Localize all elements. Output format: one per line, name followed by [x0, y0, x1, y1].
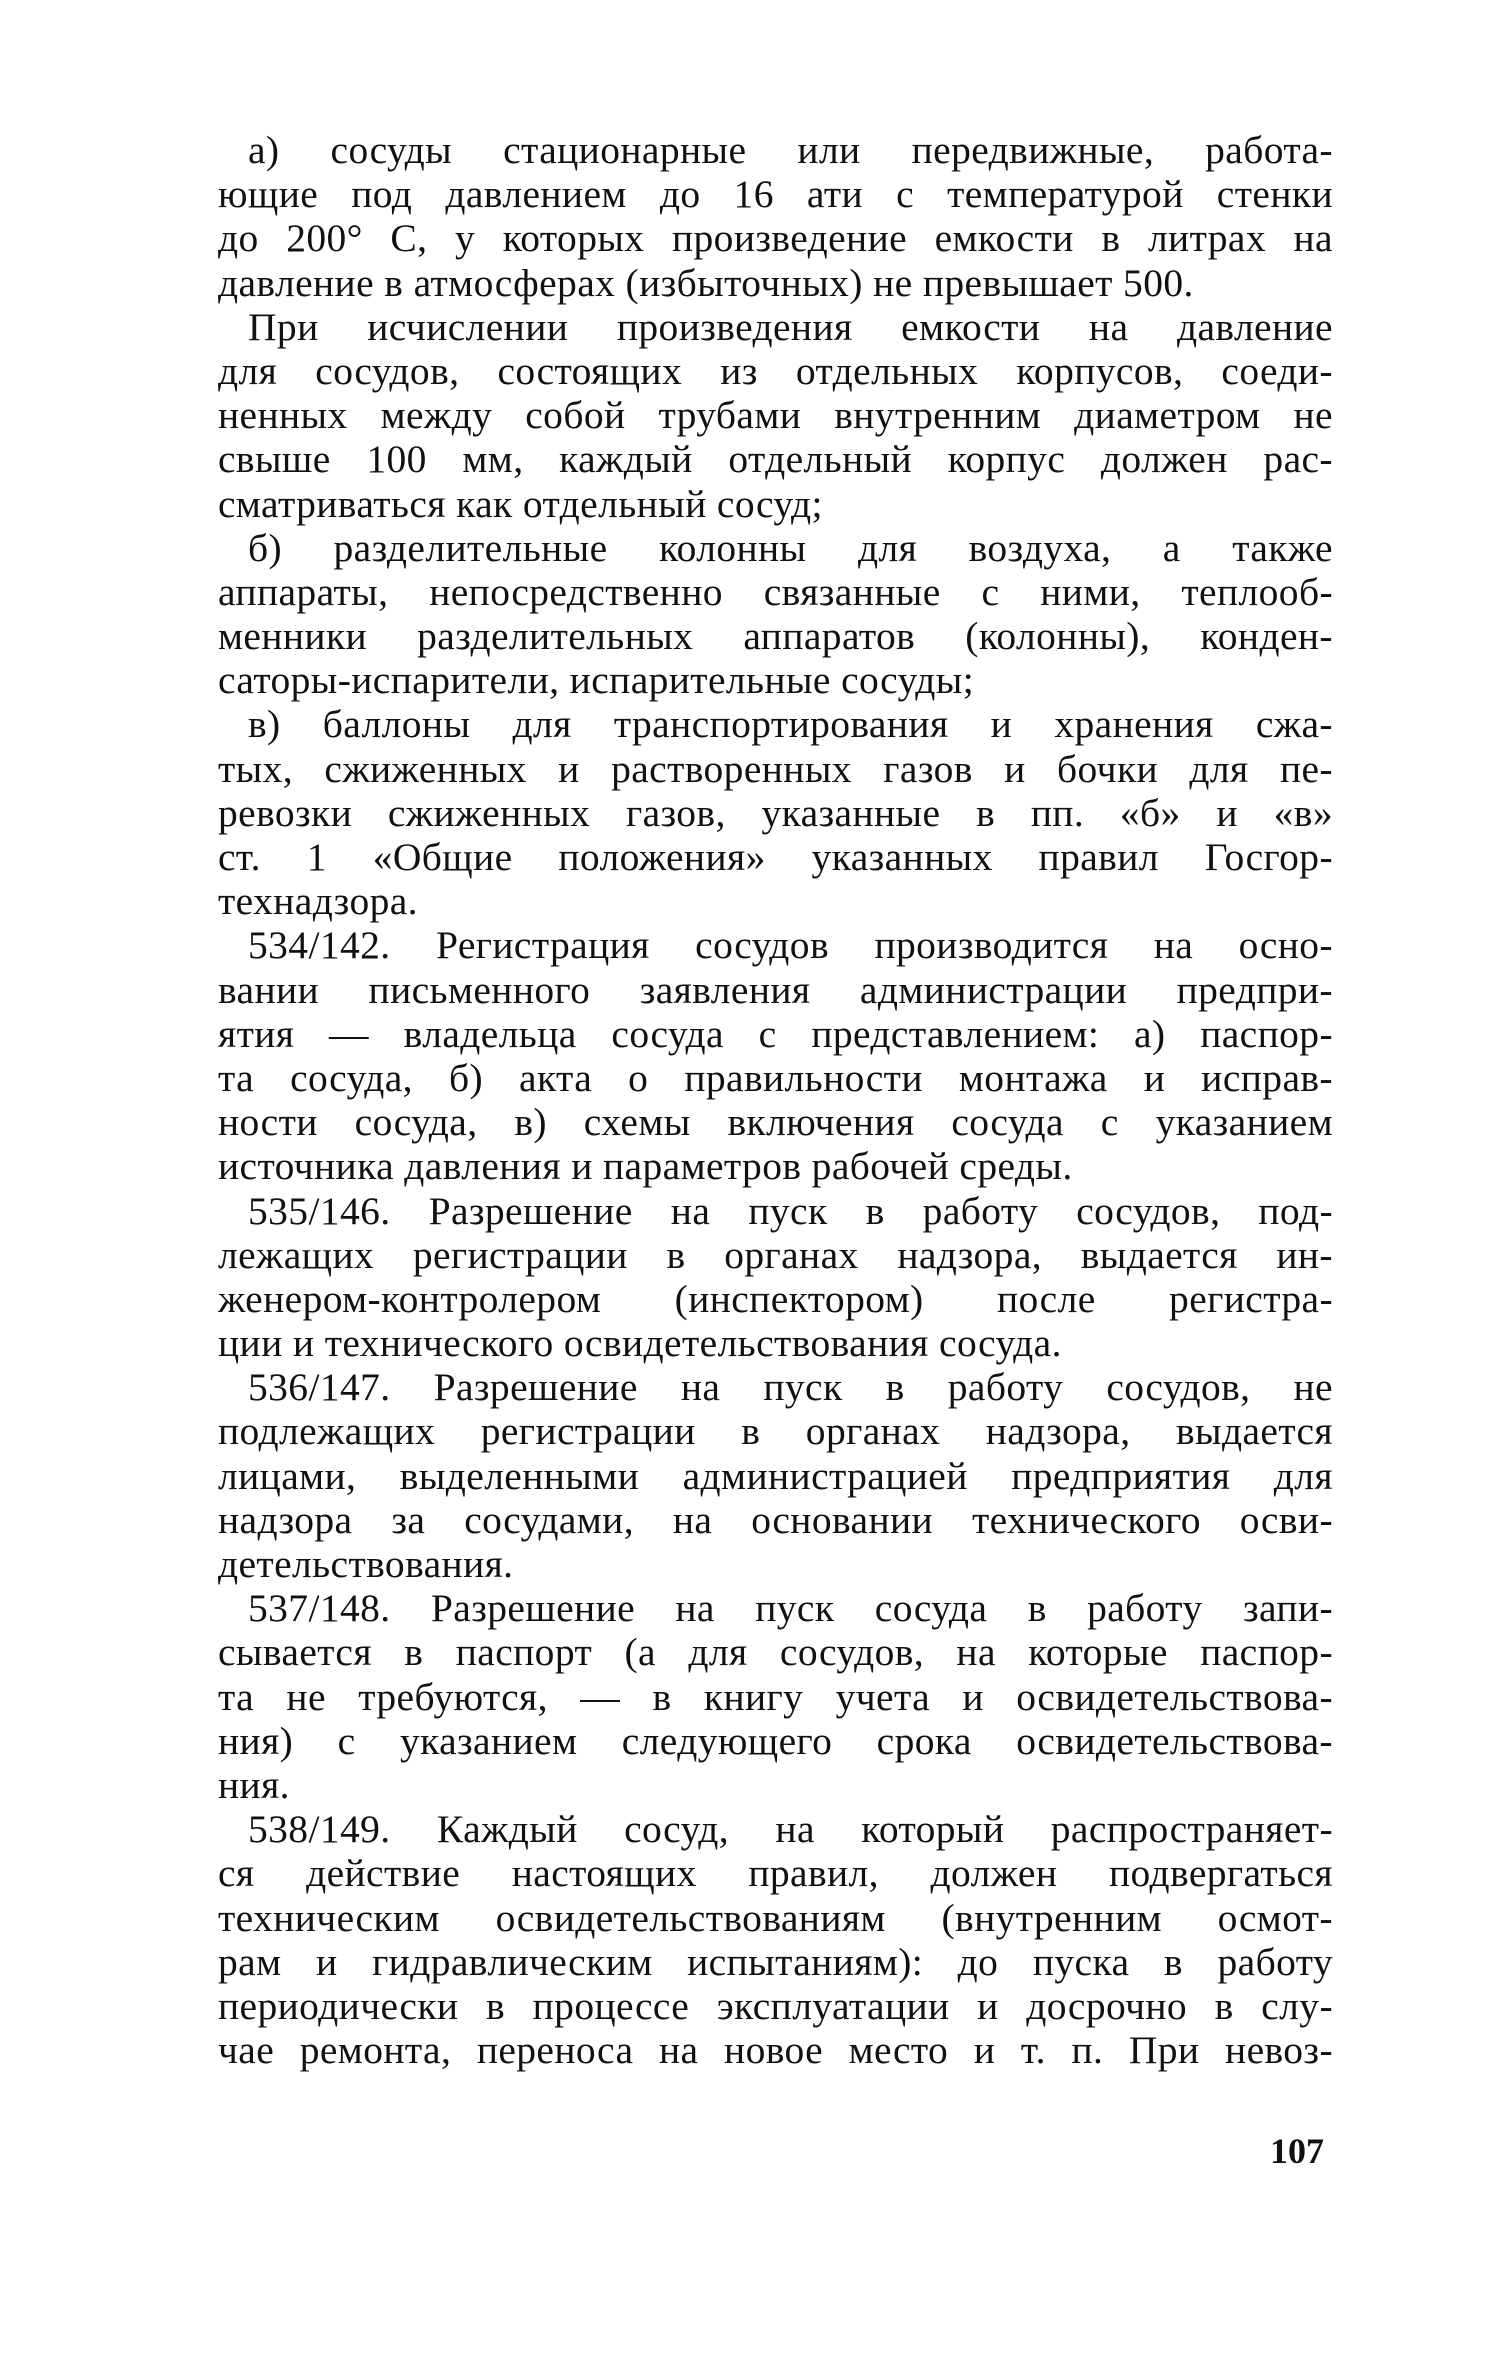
paragraph-item-v — [218, 702, 1333, 923]
paragraph-art-538 — [218, 1807, 1333, 2072]
text-line: детельствования. — [218, 1542, 514, 1586]
text-line: ности сосуда, в) схемы включения сосуда с указанием — [218, 1100, 1333, 1145]
paragraph-art-537 — [218, 1586, 1333, 1807]
text-line: источника давления и параметров рабочей среды. — [218, 1144, 1073, 1189]
text-line: ревозки сжиженных газов, указанные в пп. «б» и «в» — [218, 790, 1333, 835]
text-line: ятия — владельца сосуда с представлением: а) паспор- — [218, 1011, 1333, 1056]
text-line: чае ремонта, переноса на новое место и т. п. При невоз- — [218, 2028, 1333, 2073]
text-line: свыше 100 мм, каждый отдельный корпус должен рас- — [218, 437, 1333, 482]
paragraph-art-535 — [218, 1189, 1333, 1366]
text-line: вании письменного заявления администрации предпри- — [218, 967, 1333, 1012]
text-line: саторы-испарители, испарительные сосуды; — [218, 658, 975, 703]
text-line: ции и технического освидетельствования сосуда. — [218, 1321, 1062, 1366]
text-line: тых, сжиженных и растворенных газов и бочки для пе- — [218, 746, 1333, 791]
text-line: надзора за сосудами, на основании технического осви- — [218, 1497, 1333, 1542]
text-line: та сосуда, б) акта о правильности монтажа и исправ- — [218, 1055, 1333, 1100]
text-line: сывается в паспорт (а для сосудов, на которые паспор- — [218, 1630, 1333, 1675]
text-line: лицами, выделенными администрацией предприятия для — [218, 1453, 1333, 1498]
paragraph-art-534 — [218, 923, 1333, 1188]
paragraph-item-b — [218, 526, 1333, 703]
page-number: 107 — [1270, 2131, 1324, 2171]
text-line: рам и гидравлическим испытаниям): до пуска в работу — [218, 1939, 1333, 1984]
text-line: аппараты, непосредственно связанные с ними, теплооб- — [218, 569, 1333, 614]
text-line: для сосудов, состоящих из отдельных корпусов, соеди- — [218, 348, 1333, 393]
text-line: до 200° С, у которых произведение емкости в литрах на — [218, 216, 1333, 261]
text-line: 536/147. Разрешение на пуск в работу сосудов, не — [248, 1365, 1333, 1410]
text-line: сматриваться как отдельный сосуд; — [218, 481, 823, 526]
paragraph-calc-note — [218, 305, 1333, 526]
text-line: в) баллоны для транспортирования и хранения сжа- — [248, 702, 1333, 747]
text-line: давление в атмосферах (избыточных) не превышает 500. — [218, 260, 1194, 305]
text-line: ненных между собой трубами внутренним диаметром не — [218, 393, 1333, 438]
text-line: ющие под давлением до 16 ати с температурой стенки — [218, 172, 1333, 217]
paragraph-item-a — [218, 128, 1333, 305]
text-line: ния) с указанием следующего срока освидетельствова- — [218, 1718, 1333, 1763]
text-line: женером-контролером (инспектором) после регистра- — [218, 1276, 1333, 1321]
text-line: периодически в процессе эксплуатации и досрочно в слу- — [218, 1983, 1333, 2028]
text-line: а) сосуды стационарные или передвижные, работа- — [248, 128, 1333, 172]
paragraph-art-536 — [218, 1365, 1333, 1586]
body-text — [218, 128, 1333, 2072]
text-line: б) разделительные колонны для воздуха, а также — [248, 525, 1333, 570]
text-line: менники разделительных аппаратов (колонны), конден- — [218, 614, 1333, 659]
text-line: 538/149. Каждый сосуд, на который распространяет- — [248, 1807, 1333, 1852]
text-line: ст. 1 «Общие положения» указанных правил Госгор- — [218, 835, 1333, 879]
text-line: техническим освидетельствованиям (внутренним осмот- — [218, 1895, 1333, 1940]
text-line: 535/146. Разрешение на пуск в работу сосудов, под- — [248, 1188, 1333, 1233]
text-line: лежащих регистрации в органах надзора, выдается ин- — [218, 1232, 1333, 1277]
text-line: ния. — [218, 1762, 290, 1807]
text-line: технадзора. — [218, 879, 418, 924]
text-line: При исчислении произведения емкости на давление — [248, 304, 1333, 349]
text-line: та не требуются, — в книгу учета и освидетельствова- — [218, 1674, 1333, 1719]
text-line: подлежащих регистрации в органах надзора, выдается — [218, 1409, 1333, 1454]
text-line: 537/148. Разрешение на пуск сосуда в работу запи- — [248, 1586, 1333, 1631]
text-line: 534/142. Регистрация сосудов производится на осно- — [248, 923, 1333, 968]
text-line: ся действие настоящих правил, должен подвергаться — [218, 1851, 1333, 1896]
